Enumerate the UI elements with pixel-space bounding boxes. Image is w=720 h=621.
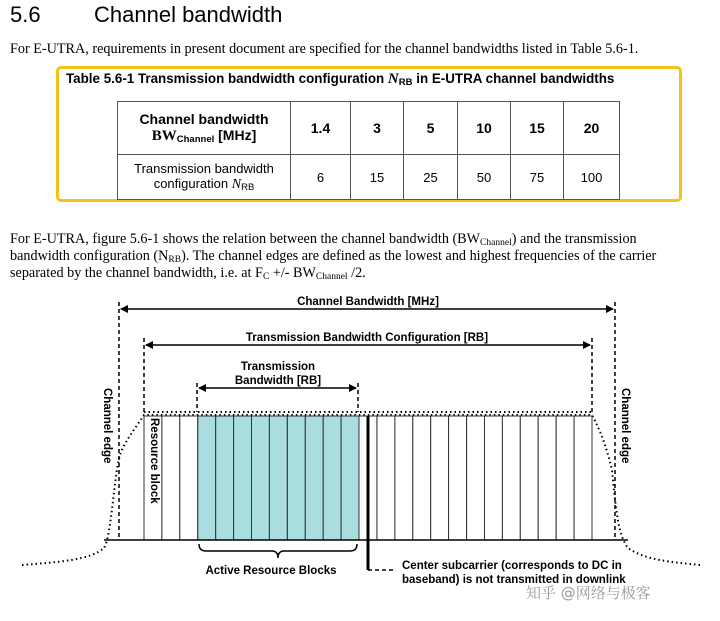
active-resource-block — [216, 416, 234, 540]
resource-block — [395, 416, 413, 540]
resource-block — [431, 416, 449, 540]
table-cell: 20 — [564, 102, 620, 155]
table-cell: 15 — [351, 155, 404, 200]
section-title: Channel bandwidth — [94, 2, 283, 27]
table-cell: 5 — [404, 102, 458, 155]
table-cell: 50 — [458, 155, 511, 200]
header-text: configuration — [153, 176, 232, 191]
header-line: Transmission bandwidth — [134, 161, 274, 176]
resource-block — [556, 416, 574, 540]
nrb-subscript: RB — [241, 182, 255, 193]
bw-unit: [MHz] — [214, 127, 257, 143]
table-cell: 10 — [458, 102, 511, 155]
resource-block — [413, 416, 431, 540]
resource-block — [502, 416, 520, 540]
active-resource-block — [234, 416, 252, 540]
center-subcarrier-label-1: Center subcarrier (corresponds to DC in — [402, 560, 622, 572]
bandwidth-table — [117, 101, 620, 200]
caption-symbol: N — [387, 71, 399, 87]
text: For E-UTRA, figure 5.6-1 shows the relation between the channel bandwidth (BW — [10, 231, 481, 247]
resource-block — [449, 416, 467, 540]
watermark: 知乎 @网络与极客 — [526, 584, 651, 602]
bw-subscript: Channel — [176, 134, 215, 145]
table-cell: 15 — [511, 102, 564, 155]
table-cell: 6 — [291, 155, 351, 200]
table-cell: 75 — [511, 155, 564, 200]
channel-edge-right-label: Channel edge — [619, 388, 631, 464]
tx-bw-label-1: Transmission — [240, 361, 316, 373]
table-row-nrb — [118, 155, 620, 200]
resource-block — [467, 416, 485, 540]
table-cell: 1.4 — [291, 102, 351, 155]
resource-block — [377, 416, 395, 540]
tx-config-label: Transmission Bandwidth Configuration [RB] — [245, 332, 489, 344]
channel-bandwidth-label: Channel Bandwidth [MHz] — [297, 296, 439, 308]
subscript: Channel — [480, 238, 512, 248]
active-resource-block — [269, 416, 287, 540]
resource-block — [538, 416, 556, 540]
subscript: RB — [168, 255, 182, 265]
caption-text-end: in E-UTRA channel bandwidths — [412, 71, 615, 86]
table-cell: 25 — [404, 155, 458, 200]
active-resource-block — [305, 416, 323, 540]
intro-paragraph: For E-UTRA, requirements in present document are specified for the channel bandwidths listed in Table 5.6-1. — [10, 41, 639, 57]
table-caption — [66, 71, 614, 88]
active-rb-brace — [199, 544, 357, 558]
channel-bandwidth-figure — [0, 290, 720, 621]
active-resource-block — [198, 416, 216, 540]
active-resource-block — [341, 416, 359, 540]
section-number: 5.6 — [10, 2, 41, 27]
caption-text: Table 5.6-1 Transmission bandwidth configuration — [66, 71, 388, 86]
row-header-bandwidth — [118, 102, 291, 155]
active-resource-block — [323, 416, 341, 540]
row-header-nrb — [118, 155, 291, 200]
table-cell: 100 — [564, 155, 620, 200]
active-resource-block — [287, 416, 305, 540]
subscript: Channel — [315, 272, 348, 282]
text: bandwidth configuration (N — [10, 248, 169, 264]
text: ) and the transmission — [511, 231, 637, 247]
text: ). The channel edges are defined as the lowest and highest frequencies of the carrier — [181, 248, 657, 264]
header-line — [118, 176, 290, 193]
resource-block-label: Resource block — [148, 418, 160, 504]
text: /2. — [347, 265, 366, 281]
header-line: Channel bandwidth — [139, 111, 269, 127]
subscript: C — [262, 272, 270, 282]
table-row-bandwidth — [118, 102, 620, 155]
nrb-symbol: N — [231, 177, 242, 192]
resource-block — [162, 416, 180, 540]
bw-symbol: BW — [151, 128, 177, 144]
caption-subscript: RB — [398, 77, 413, 88]
table-cell: 3 — [351, 102, 404, 155]
body-line-3 — [10, 265, 366, 286]
active-resource-block — [252, 416, 270, 540]
resource-block — [574, 416, 592, 540]
channel-edge-left-label: Channel edge — [101, 388, 113, 464]
resource-block — [520, 416, 538, 540]
text: +/- BW — [269, 265, 316, 281]
text: separated by the channel bandwidth, i.e. at F — [10, 265, 263, 281]
center-subcarrier-label-2: baseband) is not transmitted in downlink — [402, 574, 626, 586]
resource-block — [180, 416, 198, 540]
resource-block — [485, 416, 503, 540]
tx-bw-label-2: Bandwidth [RB] — [234, 375, 322, 387]
section-heading — [10, 2, 282, 28]
active-rb-label: Active Resource Blocks — [205, 565, 337, 577]
header-line — [118, 127, 290, 145]
